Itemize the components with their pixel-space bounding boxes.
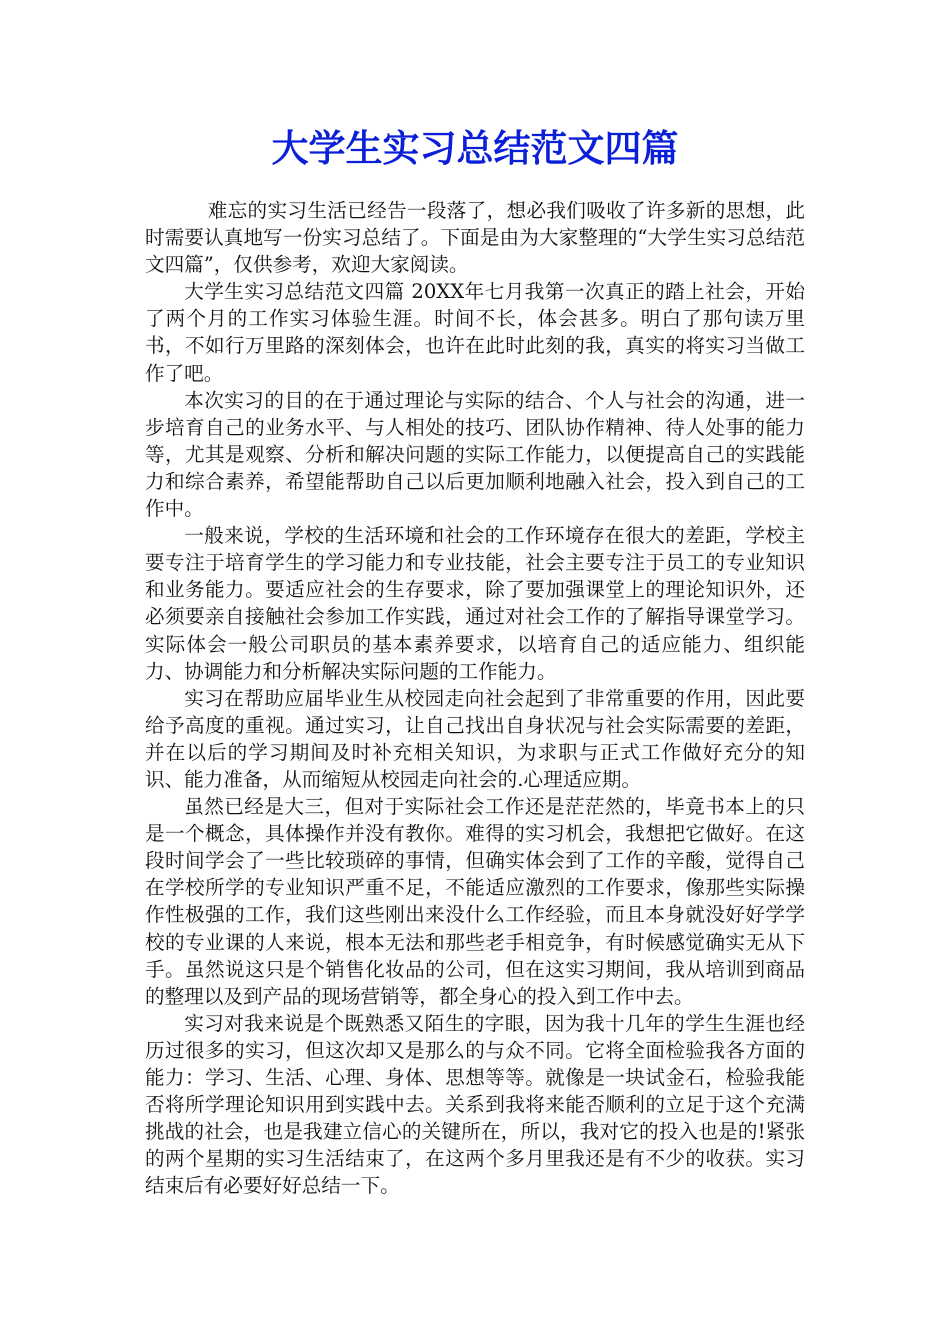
paragraph-6: 实习对我来说是个既熟悉又陌生的字眼，因为我十几年的学生生涯也经历过很多的实习，但这次却又是那么的与众不同。它将全面检验我各方面的能力：学习、生活、心理、身体、思想等等。就像是一块试金石，检验我能否将所学理论知识用到实践中去。关系到我将来能否顺利的立足于这个充满挑战的社会，也是我建立信心的关键所在，所以，我对它的投入也是的!紧张的两个星期的实习生活结束了，在这两个多月里我还是有不少的收获。实习结束后有必要好好总结一下。 [145,1011,805,1198]
paragraph-intro: 难忘的实习生活已经告一段落了，想必我们吸收了许多新的思想，此时需要认真地写一份实习总结了。下面是由为大家整理的“大学生实习总结范文四篇”，仅供参考，欢迎大家阅读。 [145,199,805,277]
document-body [145,197,805,1199]
page-title: 大学生实习总结范文四篇 [271,127,679,170]
paragraph-5: 虽然已经是大三，但对于实际社会工作还是茫茫然的，毕竟书本上的只是一个概念，具体操作并没有教你。难得的实习机会，我想把它做好。在这段时间学会了一些比较琐碎的事情，但确实体会到了工作的辛酸，觉得自己在学校所学的专业知识严重不足，不能适应激烈的工作要求，像那些实际操作性极强的工作，我们这些刚出来没什么工作经验，而且本身就没好好学学校的专业课的人来说，根本无法和那些老手相竞争，有时候感觉确实无从下手。虽然说这只是个销售化妆品的公司，但在这实习期间，我从培训到商品的整理以及到产品的现场营销等，都全身心的投入到工作中去。 [145,795,805,1008]
paragraph-2: 本次实习的目的在于通过理论与实际的结合、个人与社会的沟通，进一步培育自己的业务水平、与人相处的技巧、团队协作精神、待人处事的能力等，尤其是观察、分析和解决问题的实际工作能力，以便提高自己的实践能力和综合素养，希望能帮助自己以后更加顺利地融入社会，投入到自己的工作中。 [145,388,805,521]
paragraph-3: 一般来说，学校的生活环境和社会的工作环境存在很大的差距，学校主要专注于培育学生的学习能力和专业技能，社会主要专注于员工的专业知识和业务能力。要适应社会的生存要求，除了要加强课堂上的理论知识外，还必须要亲自接触社会参加工作实践，通过对社会工作的了解指导课堂学习。实际体会一般公司职员的基本素养要求，以培育自己的适应能力、组织能力、协调能力和分析解决实际问题的工作能力。 [145,524,805,683]
paragraph-1: 大学生实习总结范文四篇 20XX年七月我第一次真正的踏上社会，开始了两个月的工作实习体验生涯。时间不长，体会甚多。明白了那句读万里书，不如行万里路的深刻体会，也许在此时此刻的我，真实的将实习当做工作了吧。 [145,280,805,385]
paragraph-4: 实习在帮助应届毕业生从校园走向社会起到了非常重要的作用，因此要给予高度的重视。通过实习，让自己找出自身状况与社会实际需要的差距，并在以后的学习期间及时补充相关知识，为求职与正式工作做好充分的知识、能力准备，从而缩短从校园走向社会的.心理适应期。 [145,686,805,791]
